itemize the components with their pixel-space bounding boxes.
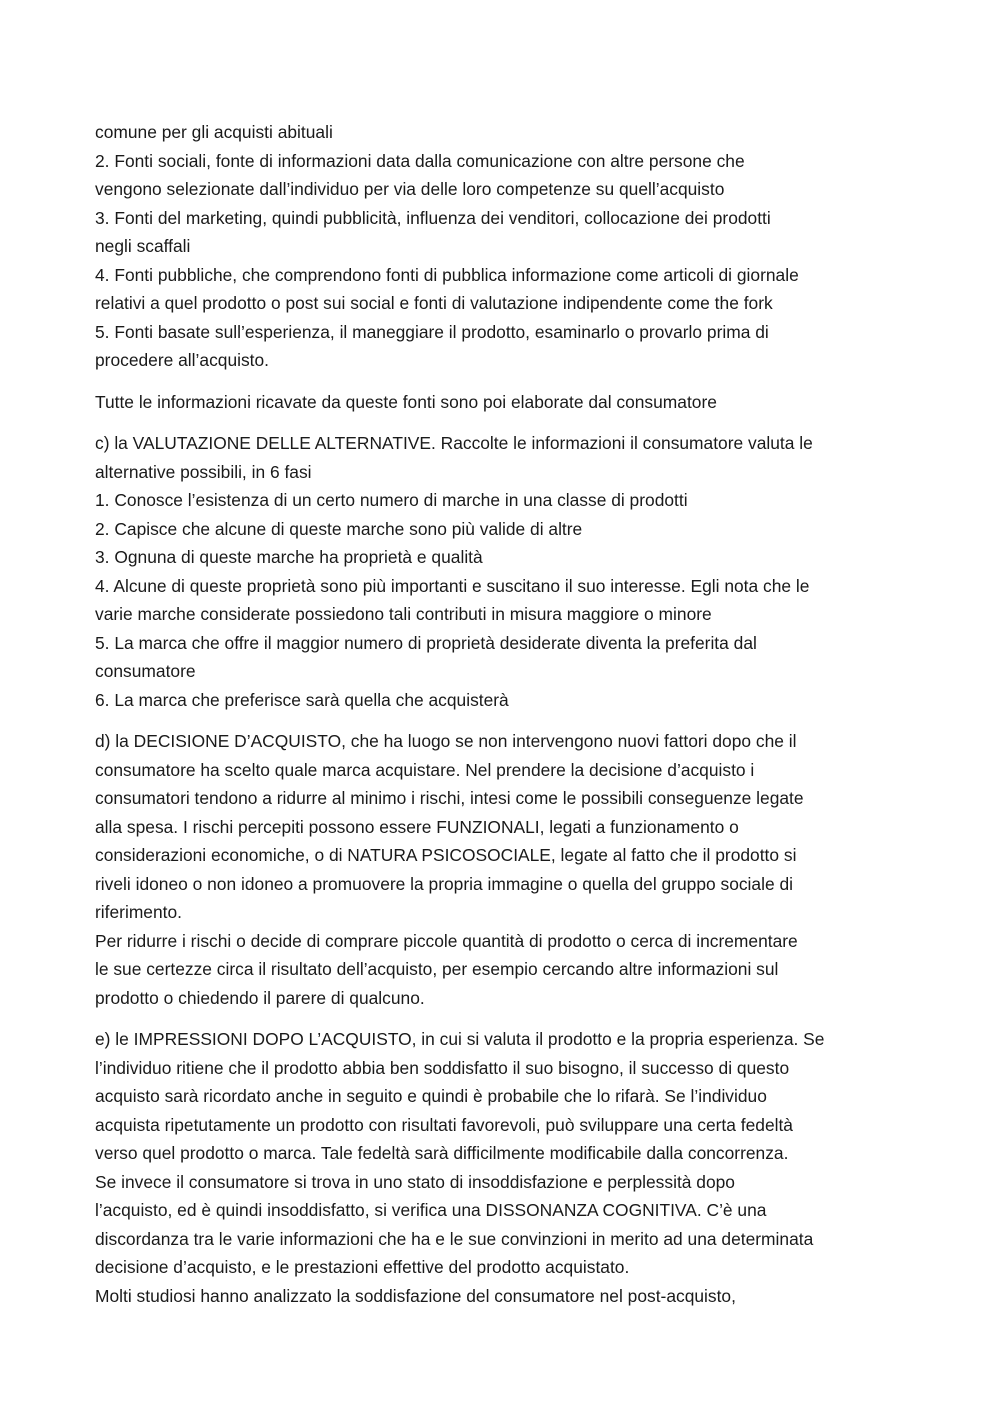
text-line: 2. Fonti sociali, fonte di informazioni data dalla comunicazione con altre persone che [95,150,745,171]
text-line: 5. Fonti basate sull’esperienza, il maneggiare il prodotto, esaminarlo o provarlo prima di [95,321,769,342]
text-line: Tutte le informazioni ricavate da queste fonti sono poi elaborate dal consumatore [95,391,717,412]
text-line: c) la VALUTAZIONE DELLE ALTERNATIVE. Raccolte le informazioni il consumatore valuta le [95,433,813,453]
text-line: varie marche considerate possiedono tali contributi in misura maggiore o minore [95,604,712,624]
paragraph-evaluation-alternatives [95,429,910,714]
paragraph-post-purchase [95,1025,910,1310]
text-line: 6. La marca che preferisce sarà quella che acquisterà [95,689,509,710]
text-line: Molti studiosi hanno analizzato la soddisfazione del consumatore nel post-acquisto, [95,1285,736,1306]
text-line: e) le IMPRESSIONI DOPO L’ACQUISTO, in cui si valuta il prodotto e la propria esperienza. Se [95,1029,825,1049]
text-line: l’individuo ritiene che il prodotto abbia ben soddisfatto il suo bisogno, il successo di questo [95,1057,790,1078]
text-line: alternative possibili, in 6 fasi [95,461,312,482]
text-line: negli scaffali [95,236,191,256]
text-line: d) la DECISIONE D’ACQUISTO, che ha luogo se non intervengono nuovi fattori dopo che il [95,731,797,751]
text-line: riveli idoneo o non idoneo a promuovere la propria immagine o quella del gruppo sociale di [95,873,793,894]
text-line: 4. Alcune di queste proprietà sono più importanti e suscitano il suo interesse. Egli nota che le [95,575,810,596]
text-line: verso quel prodotto o marca. Tale fedeltà sarà difficilmente modificabile dalla concorrenza. [95,1143,789,1163]
text-line: le sue certezze circa il risultato dell’acquisto, per esempio cercando altre informazioni sul [95,959,779,979]
text-line: consumatore ha scelto quale marca acquistare. Nel prendere la decisione d’acquisto i [95,759,755,780]
text-line: considerazioni economiche, o di NATURA PSICOSOCIALE, legate al fatto che il prodotto si [95,845,797,865]
document-page [95,118,910,1323]
text-line: acquista ripetutamente un prodotto con risultati favorevoli, può sviluppare una certa fedeltà [95,1114,793,1135]
text-line: 3. Fonti del marketing, quindi pubblicità, influenza dei venditori, collocazione dei prodotti [95,207,771,228]
text-line: alla spesa. I rischi percepiti possono essere FUNZIONALI, legati a funzionamento o [95,816,739,837]
text-line: relativi a quel prodotto o post sui social e fonti di valutazione indipendente come the fork [95,293,773,313]
text-line: procedere all’acquisto. [95,350,270,370]
text-line: 2. Capisce che alcune di queste marche sono più valide di altre [95,518,583,539]
text-line: consumatori tendono a ridurre al minimo i rischi, intesi come le possibili conseguenze legate [95,788,804,808]
text-line: comune per gli acquisti abituali [95,122,333,142]
text-line: 4. Fonti pubbliche, che comprendono fonti di pubblica informazione come articoli di giornale [95,264,799,285]
paragraph-information-processing [95,388,910,417]
text-line: decisione d’acquisto, e le prestazioni effettive del prodotto acquistato. [95,1257,630,1277]
text-line: consumatore [95,661,196,681]
text-line: Per ridurre i rischi o decide di comprare piccole quantità di prodotto o cerca di incrementare [95,930,798,951]
text-line: riferimento. [95,902,182,922]
text-line: 1. Conosce l’esistenza di un certo numero di marche in una classe di prodotti [95,490,688,510]
text-line: discordanza tra le varie informazioni che ha e le sue convinzioni in merito ad una determinata [95,1228,814,1249]
text-line: 3. Ognuna di queste marche ha proprietà e qualità [95,547,483,567]
paragraph-information-sources [95,118,910,375]
paragraph-purchase-decision [95,727,910,1012]
text-line: 5. La marca che offre il maggior numero di proprietà desiderate diventa la preferita dal [95,632,757,653]
text-line: prodotto o chiedendo il parere di qualcuno. [95,987,425,1008]
text-line: vengono selezionate dall’individuo per via delle loro competenze su quell’acquisto [95,179,725,199]
text-line: acquisto sarà ricordato anche in seguito e quindi è probabile che lo rifarà. Se l’individuo [95,1086,767,1106]
text-line: l’acquisto, ed è quindi insoddisfatto, si verifica una DISSONANZA COGNITIVA. C’è una [95,1200,767,1220]
text-line: Se invece il consumatore si trova in uno stato di insoddisfazione e perplessità dopo [95,1171,735,1192]
